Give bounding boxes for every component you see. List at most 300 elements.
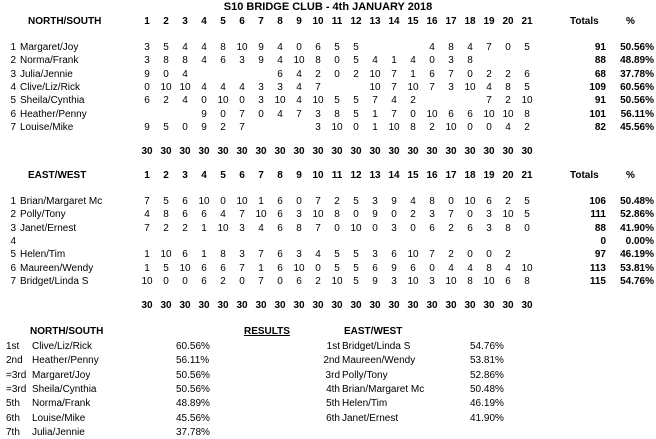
- score-cell: 10: [369, 81, 381, 93]
- pair-name: Margaret/Joy: [20, 42, 79, 53]
- score-cell: 4: [277, 55, 283, 67]
- score-cell: 3: [391, 275, 397, 287]
- board-total-cell: 30: [388, 300, 400, 312]
- score-cell: 1: [372, 108, 378, 120]
- pct-cell: 52.86%: [620, 209, 654, 221]
- pct-cell: 48.89%: [620, 55, 654, 67]
- pct-cell: 50.56%: [620, 42, 654, 53]
- score-cell: 9: [201, 108, 207, 120]
- result-pct: 52.86%: [470, 369, 504, 381]
- score-cell: 6: [277, 68, 283, 80]
- score-cell: 7: [315, 222, 321, 234]
- pair-number: 6: [10, 108, 16, 120]
- score-cell: 5: [353, 95, 359, 107]
- table-row: [0, 81, 656, 94]
- pct-cell: 0.00%: [625, 235, 654, 247]
- score-cell: 0: [239, 275, 245, 287]
- result-name: Louise/Mike: [32, 412, 86, 424]
- score-cell: 3: [486, 209, 492, 221]
- result-place: 1st: [326, 341, 340, 352]
- result-pct: 37.78%: [176, 426, 210, 438]
- score-cell: 7: [258, 275, 264, 287]
- score-cell: 7: [486, 42, 492, 53]
- score-cell: 1: [372, 121, 378, 133]
- results-ns-heading: NORTH/SOUTH: [30, 326, 104, 337]
- score-cell: 7: [315, 196, 321, 207]
- pair-name: Janet/Ernest: [20, 222, 77, 234]
- pair-name: Clive/Liz/Rick: [20, 81, 81, 93]
- result-place: =3rd: [6, 369, 27, 381]
- board-number-header: 13: [369, 170, 381, 181]
- score-cell: 0: [334, 68, 340, 80]
- score-cell: 0: [467, 121, 473, 133]
- score-cell: 4: [448, 262, 454, 274]
- score-cell: 7: [486, 95, 492, 107]
- board-number-header: 19: [483, 16, 495, 27]
- board-number-header: 14: [388, 170, 400, 181]
- board-number-header: 17: [445, 16, 457, 27]
- score-cell: 2: [505, 68, 511, 80]
- score-cell: 0: [144, 81, 150, 93]
- result-name: Norma/Frank: [32, 398, 91, 410]
- score-cell: 0: [505, 42, 511, 53]
- score-cell: 4: [220, 209, 226, 221]
- score-cell: 6: [372, 262, 378, 274]
- score-cell: 6: [505, 275, 511, 287]
- score-cell: 3: [486, 222, 492, 234]
- score-cell: 4: [372, 55, 378, 67]
- score-cell: 7: [429, 249, 435, 261]
- score-cell: 5: [163, 196, 169, 207]
- score-cell: 10: [483, 108, 495, 120]
- score-cell: 8: [448, 42, 454, 53]
- score-cell: 0: [296, 42, 302, 53]
- score-cell: 2: [505, 249, 511, 261]
- board-number-header: 13: [369, 16, 381, 27]
- board-number-header: 10: [312, 16, 324, 27]
- board-number-header: 15: [407, 16, 419, 27]
- score-cell: 6: [277, 222, 283, 234]
- score-cell: 0: [448, 196, 454, 207]
- score-cell: 8: [296, 222, 302, 234]
- board-number-header: 7: [258, 16, 264, 27]
- pct-cell: 37.78%: [620, 68, 654, 80]
- board-total-cell: 30: [369, 300, 381, 312]
- score-cell: 5: [524, 209, 530, 221]
- score-cell: 1: [410, 68, 416, 80]
- score-cell: 4: [182, 42, 188, 53]
- total-cell: 88: [594, 222, 606, 234]
- score-cell: 6: [467, 108, 473, 120]
- result-name: Polly/Tony: [342, 369, 388, 381]
- score-cell: 7: [448, 209, 454, 221]
- totals-header: Totals: [570, 16, 599, 27]
- score-cell: 7: [448, 68, 454, 80]
- table-row: [0, 195, 656, 208]
- result-name: Helen/Tim: [342, 398, 388, 410]
- score-cell: 8: [410, 121, 416, 133]
- score-cell: 3: [391, 222, 397, 234]
- score-cell: 5: [163, 262, 169, 274]
- score-cell: 10: [293, 262, 305, 274]
- total-cell: 97: [594, 249, 606, 261]
- score-cell: 0: [467, 68, 473, 80]
- result-place: 6th: [326, 412, 340, 424]
- total-cell: 0: [600, 235, 606, 247]
- score-cell: 0: [163, 275, 169, 287]
- board-number-header: 9: [296, 170, 302, 181]
- score-cell: 0: [220, 196, 226, 207]
- board-number-header: 6: [239, 16, 245, 27]
- score-cell: 2: [486, 68, 492, 80]
- score-cell: 4: [429, 42, 435, 53]
- board-number-header: 12: [350, 170, 362, 181]
- board-number-header: 8: [277, 170, 283, 181]
- board-total-cell: 30: [293, 300, 305, 312]
- board-total-cell: 30: [217, 300, 229, 312]
- pct-cell: 56.11%: [620, 108, 654, 120]
- score-cell: 2: [182, 222, 188, 234]
- footer-row: [0, 145, 656, 158]
- score-cell: 3: [429, 275, 435, 287]
- result-pct: 56.11%: [176, 355, 210, 367]
- score-cell: 5: [524, 81, 530, 93]
- score-cell: 4: [201, 81, 207, 93]
- board-number-header: 12: [350, 16, 362, 27]
- pair-number: 6: [10, 262, 16, 274]
- score-cell: 1: [201, 222, 207, 234]
- pct-cell: 50.56%: [620, 95, 654, 107]
- score-cell: 4: [505, 121, 511, 133]
- score-cell: 0: [182, 275, 188, 287]
- score-cell: 4: [391, 95, 397, 107]
- pct-cell: 50.48%: [620, 196, 654, 207]
- board-number-header: 3: [182, 170, 188, 181]
- score-cell: 5: [334, 249, 340, 261]
- pair-number: 3: [10, 68, 16, 80]
- score-cell: 6: [315, 42, 321, 53]
- board-total-cell: 30: [483, 300, 495, 312]
- score-cell: 9: [144, 68, 150, 80]
- score-cell: 8: [220, 42, 226, 53]
- score-cell: 8: [524, 275, 530, 287]
- result-name: Brian/Margaret Mc: [342, 383, 425, 395]
- result-place: 7th: [6, 426, 20, 438]
- score-cell: 8: [315, 55, 321, 67]
- board-total-cell: 30: [217, 146, 229, 158]
- score-cell: 8: [429, 196, 435, 207]
- total-cell: 115: [589, 275, 606, 287]
- score-cell: 3: [448, 55, 454, 67]
- score-cell: 3: [372, 249, 378, 261]
- score-cell: 8: [334, 108, 340, 120]
- score-cell: 4: [410, 196, 416, 207]
- table-row: [0, 94, 656, 107]
- score-cell: 2: [163, 95, 169, 107]
- score-cell: 10: [217, 222, 229, 234]
- score-cell: 0: [334, 222, 340, 234]
- board-total-cell: 30: [141, 146, 153, 158]
- pair-number: 2: [10, 209, 16, 221]
- result-name: Maureen/Wendy: [342, 355, 416, 367]
- score-cell: 5: [524, 42, 530, 53]
- score-cell: 2: [315, 275, 321, 287]
- score-cell: 0: [182, 121, 188, 133]
- board-number-header: 16: [426, 170, 438, 181]
- board-total-cell: 30: [426, 146, 438, 158]
- score-cell: 3: [239, 222, 245, 234]
- score-cell: 6: [277, 196, 283, 207]
- score-cell: 4: [296, 95, 302, 107]
- board-number-header: 11: [331, 170, 343, 181]
- score-cell: 5: [353, 55, 359, 67]
- score-cell: 10: [369, 68, 381, 80]
- board-total-cell: 30: [160, 146, 172, 158]
- total-cell: 101: [589, 108, 606, 120]
- board-total-cell: 30: [255, 300, 267, 312]
- score-cell: 4: [296, 68, 302, 80]
- score-cell: 8: [524, 108, 530, 120]
- score-cell: 10: [445, 275, 457, 287]
- score-cell: 10: [236, 42, 248, 53]
- table-row: [0, 235, 656, 248]
- board-number-header: 17: [445, 170, 457, 181]
- score-cell: 5: [353, 42, 359, 53]
- score-cell: 8: [505, 222, 511, 234]
- score-cell: 0: [372, 222, 378, 234]
- score-cell: 6: [429, 222, 435, 234]
- score-cell: 10: [426, 108, 438, 120]
- pair-name: Julia/Jennie: [20, 68, 73, 80]
- result-place: 5th: [326, 398, 340, 410]
- score-cell: 10: [312, 209, 324, 221]
- board-number-header: 1: [144, 170, 150, 181]
- score-cell: 0: [467, 249, 473, 261]
- score-cell: 3: [258, 95, 264, 107]
- score-cell: 3: [144, 42, 150, 53]
- score-cell: 4: [315, 249, 321, 261]
- board-number-header: 19: [483, 170, 495, 181]
- score-cell: 3: [277, 81, 283, 93]
- result-place: 3rd: [325, 369, 340, 381]
- result-pct: 50.56%: [176, 383, 210, 395]
- board-total-cell: 30: [521, 300, 533, 312]
- result-pct: 60.56%: [176, 341, 210, 352]
- board-total-cell: 30: [331, 146, 343, 158]
- score-cell: 0: [429, 55, 435, 67]
- board-total-cell: 30: [255, 146, 267, 158]
- result-pct: 45.56%: [176, 412, 210, 424]
- score-cell: 4: [201, 42, 207, 53]
- score-cell: 4: [182, 95, 188, 107]
- board-total-cell: 30: [274, 300, 286, 312]
- score-cell: 0: [334, 55, 340, 67]
- score-cell: 3: [315, 121, 321, 133]
- score-cell: 10: [521, 262, 533, 274]
- pair-name: Bridget/Linda S: [20, 275, 89, 287]
- board-number-header: 20: [502, 170, 514, 181]
- score-cell: 6: [410, 262, 416, 274]
- board-number-header: 11: [331, 16, 343, 27]
- board-number-header: 8: [277, 16, 283, 27]
- score-cell: 10: [407, 249, 419, 261]
- board-number-header: 3: [182, 16, 188, 27]
- score-cell: 3: [429, 209, 435, 221]
- result-place: 6th: [6, 412, 20, 424]
- board-number-header: 10: [312, 170, 324, 181]
- board-number-header: 6: [239, 170, 245, 181]
- pct-cell: 46.19%: [620, 249, 654, 261]
- score-cell: 6: [296, 275, 302, 287]
- score-cell: 2: [448, 222, 454, 234]
- score-cell: 0: [410, 222, 416, 234]
- board-number-header: 18: [464, 16, 476, 27]
- table-row: [0, 121, 656, 134]
- pair-name: Heather/Penny: [20, 108, 87, 120]
- pct-cell: 53.81%: [620, 262, 654, 274]
- score-cell: 7: [239, 108, 245, 120]
- pair-name: Polly/Tony: [20, 209, 66, 221]
- score-cell: 6: [182, 249, 188, 261]
- pct-cell: 54.76%: [620, 275, 654, 287]
- score-cell: 9: [391, 196, 397, 207]
- score-cell: 7: [372, 95, 378, 107]
- score-cell: 2: [505, 196, 511, 207]
- score-cell: 2: [429, 121, 435, 133]
- score-cell: 2: [315, 68, 321, 80]
- board-total-cell: 30: [445, 300, 457, 312]
- score-cell: 10: [502, 108, 514, 120]
- score-cell: 4: [467, 42, 473, 53]
- score-cell: 0: [296, 196, 302, 207]
- score-cell: 10: [312, 95, 324, 107]
- score-cell: 10: [160, 81, 172, 93]
- board-total-cell: 30: [274, 146, 286, 158]
- score-cell: 1: [391, 55, 397, 67]
- pair-name: Norma/Frank: [20, 55, 79, 67]
- score-cell: 5: [334, 95, 340, 107]
- score-cell: 8: [486, 262, 492, 274]
- score-cell: 10: [179, 81, 191, 93]
- board-number-header: 2: [163, 170, 169, 181]
- score-cell: 8: [182, 55, 188, 67]
- score-cell: 2: [410, 209, 416, 221]
- score-cell: 7: [391, 81, 397, 93]
- score-cell: 2: [220, 121, 226, 133]
- board-total-cell: 30: [141, 300, 153, 312]
- score-cell: 8: [467, 55, 473, 67]
- score-cell: 2: [410, 95, 416, 107]
- score-cell: 4: [410, 55, 416, 67]
- score-cell: 10: [445, 121, 457, 133]
- score-cell: 10: [521, 95, 533, 107]
- score-cell: 10: [236, 196, 248, 207]
- board-total-cell: 30: [236, 146, 248, 158]
- score-cell: 4: [201, 55, 207, 67]
- result-place: 1st: [6, 341, 20, 352]
- board-total-cell: 30: [236, 300, 248, 312]
- score-cell: 10: [293, 55, 305, 67]
- board-total-cell: 30: [521, 146, 533, 158]
- result-place: 2nd: [323, 355, 340, 367]
- score-cell: 3: [258, 81, 264, 93]
- score-cell: 5: [163, 121, 169, 133]
- score-cell: 9: [372, 275, 378, 287]
- score-cell: 5: [524, 196, 530, 207]
- table-row: [0, 68, 656, 81]
- pct-cell: 45.56%: [620, 121, 654, 133]
- board-number-header: 1: [144, 16, 150, 27]
- score-cell: 10: [331, 275, 343, 287]
- score-cell: 6: [182, 209, 188, 221]
- board-number-header: 4: [201, 170, 207, 181]
- score-cell: 4: [220, 81, 226, 93]
- score-cell: 4: [277, 42, 283, 53]
- board-total-cell: 30: [483, 146, 495, 158]
- score-cell: 10: [350, 222, 362, 234]
- score-cell: 4: [505, 262, 511, 274]
- score-cell: 2: [334, 196, 340, 207]
- board-number-header: 21: [521, 16, 533, 27]
- score-cell: 5: [163, 42, 169, 53]
- result-name: Heather/Penny: [32, 355, 99, 367]
- score-cell: 5: [353, 108, 359, 120]
- score-cell: 6: [277, 249, 283, 261]
- score-cell: 10: [464, 196, 476, 207]
- score-cell: 6: [201, 275, 207, 287]
- score-cell: 10: [331, 121, 343, 133]
- pair-number: 1: [10, 42, 16, 53]
- board-total-cell: 30: [426, 300, 438, 312]
- pair-name: Brian/Margaret Mc: [20, 196, 103, 207]
- score-cell: 10: [274, 95, 286, 107]
- score-cell: 0: [410, 108, 416, 120]
- result-place: =3rd: [6, 383, 27, 395]
- score-cell: 6: [277, 209, 283, 221]
- total-cell: 113: [589, 262, 606, 274]
- score-cell: 8: [163, 209, 169, 221]
- board-total-cell: 30: [293, 146, 305, 158]
- score-cell: 0: [467, 209, 473, 221]
- score-cell: 0: [277, 275, 283, 287]
- score-cell: 9: [258, 55, 264, 67]
- result-pct: 46.19%: [470, 398, 504, 410]
- score-cell: 10: [483, 275, 495, 287]
- score-cell: 3: [296, 249, 302, 261]
- result-pct: 50.56%: [176, 369, 210, 381]
- result-name: Bridget/Linda S: [342, 341, 411, 352]
- pair-number: 7: [10, 121, 16, 133]
- score-cell: 5: [353, 196, 359, 207]
- board-total-cell: 30: [407, 300, 419, 312]
- result-pct: 41.90%: [470, 412, 504, 424]
- board-total-cell: 30: [445, 146, 457, 158]
- score-cell: 9: [372, 209, 378, 221]
- board-total-cell: 30: [160, 300, 172, 312]
- score-cell: 6: [391, 249, 397, 261]
- board-number-header: 16: [426, 16, 438, 27]
- results-ew-heading: EAST/WEST: [344, 326, 403, 337]
- board-number-header: 5: [220, 16, 226, 27]
- score-cell: 10: [407, 81, 419, 93]
- score-cell: 9: [258, 42, 264, 53]
- pair-number: 7: [10, 275, 16, 287]
- score-cell: 2: [163, 222, 169, 234]
- result-name: Julia/Jennie: [32, 426, 85, 438]
- ew-heading: EAST/WEST: [28, 170, 87, 181]
- score-cell: 10: [388, 121, 400, 133]
- result-name: Janet/Ernest: [342, 412, 399, 424]
